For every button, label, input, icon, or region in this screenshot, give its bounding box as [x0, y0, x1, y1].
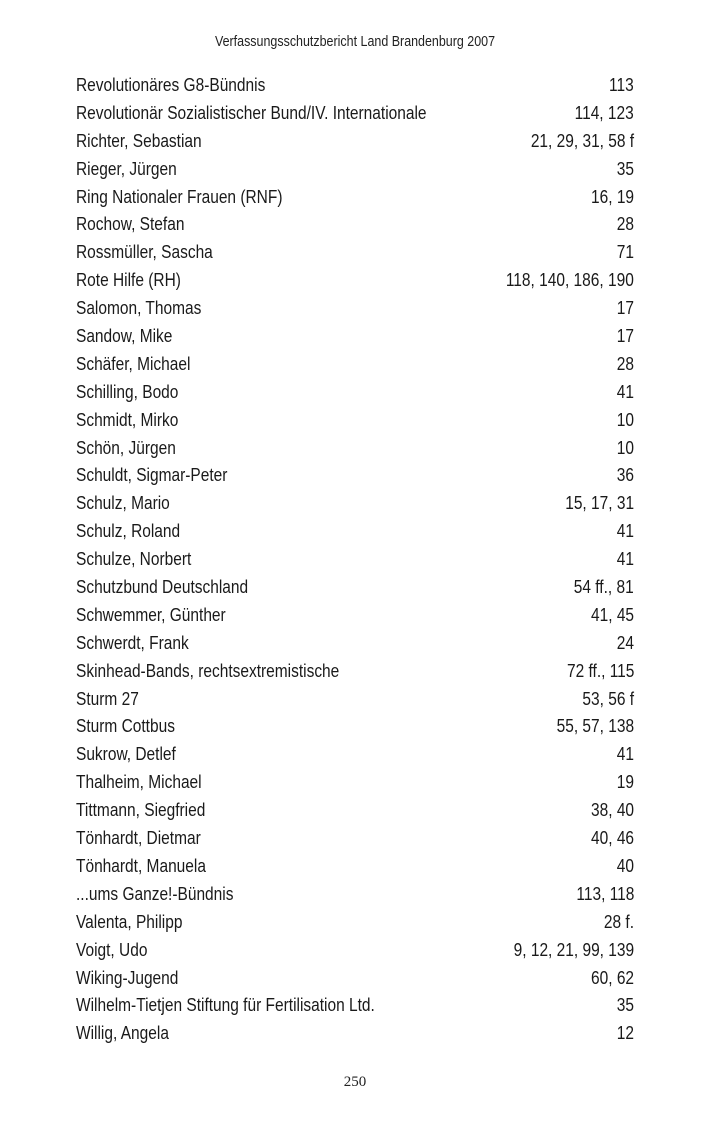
index-term: Schwemmer, Günther: [76, 604, 226, 625]
index-term: Schulze, Norbert: [76, 549, 192, 570]
index-entry: [76, 379, 634, 407]
index-pages: 53, 56 f: [582, 688, 634, 709]
index-pages: 55, 57, 138: [556, 716, 634, 737]
index-term: Revolutionäres G8-Bündnis: [76, 75, 266, 95]
index-term: Wiking-Jugend: [76, 967, 179, 988]
index-pages: 10: [616, 437, 634, 458]
index-entry: [76, 825, 634, 853]
index-pages: 35: [616, 995, 634, 1016]
index-term: Sandow, Mike: [76, 326, 173, 347]
index-entry: [76, 992, 634, 1020]
index-pages: 28: [616, 353, 634, 374]
index-entry: [76, 128, 634, 156]
index-pages: 60, 62: [590, 967, 634, 988]
index-entry: [76, 686, 634, 714]
index-pages: 10: [616, 409, 634, 430]
index-term: Schäfer, Michael: [76, 353, 191, 374]
index-term: Schilling, Bodo: [76, 381, 179, 402]
index-pages: 35: [616, 158, 634, 179]
index-term: Schwerdt, Frank: [76, 632, 189, 653]
index-term: Rieger, Jürgen: [76, 158, 177, 179]
index-entry: [76, 658, 634, 686]
index-term: Sturm Cottbus: [76, 716, 175, 737]
index-pages: 19: [616, 772, 634, 793]
index-entry: [76, 741, 634, 769]
index-entry: [76, 965, 634, 993]
index-entry: [76, 853, 634, 881]
index-pages: 17: [616, 298, 634, 319]
index-entry: [76, 407, 634, 435]
index-entry: [76, 937, 634, 965]
index-term: Schutzbund Deutschland: [76, 577, 249, 598]
index-pages: 41, 45: [590, 604, 634, 625]
index-term: Schmidt, Mirko: [76, 409, 179, 430]
index-pages: 41: [616, 744, 634, 765]
index-term: Valenta, Philipp: [76, 911, 183, 932]
index-pages: 54 ff., 81: [574, 577, 634, 598]
index-pages: 40, 46: [590, 828, 634, 849]
index-term: Sturm 27: [76, 688, 139, 709]
index-entry: [76, 546, 634, 574]
index-term: Sukrow, Detlef: [76, 744, 176, 765]
index-pages: 71: [616, 242, 634, 263]
index-pages: 28: [616, 214, 634, 235]
index-pages: 118, 140, 186, 190: [506, 270, 634, 291]
index-term: Salomon, Thomas: [76, 298, 202, 319]
index-pages: 72 ff., 115: [566, 660, 634, 681]
index-entry: [76, 295, 634, 323]
index-entry: [76, 797, 634, 825]
index-term: Tittmann, Siegfried: [76, 800, 206, 821]
index-entry: [76, 323, 634, 351]
index-pages: 36: [616, 465, 634, 486]
index-pages: 41: [616, 521, 634, 542]
index-entry: [76, 267, 634, 295]
index-pages: 113, 118: [576, 883, 634, 904]
index-entry: [76, 574, 634, 602]
index-entry: [76, 490, 634, 518]
index-list: [76, 72, 634, 1048]
index-entry: [76, 1020, 634, 1048]
index-pages: 24: [616, 632, 634, 653]
index-term: Rossmüller, Sascha: [76, 242, 213, 263]
index-term: Wilhelm-Tietjen Stiftung für Fertilisation Ltd.: [76, 995, 375, 1016]
index-entry: [76, 72, 634, 100]
index-entry: [76, 435, 634, 463]
index-entry: [76, 239, 634, 267]
index-pages: 16, 19: [590, 186, 634, 207]
index-term: Schulz, Roland: [76, 521, 181, 542]
index-term: Voigt, Udo: [76, 939, 148, 960]
index-term: Ring Nationaler Frauen (RNF): [76, 186, 283, 207]
page-number: 250: [343, 1074, 367, 1090]
index-entry: [76, 184, 634, 212]
index-term: Thalheim, Michael: [76, 772, 202, 793]
index-entry: [76, 211, 634, 239]
index-term: Tönhardt, Dietmar: [76, 828, 201, 849]
index-entry: [76, 351, 634, 379]
index-entry: [76, 602, 634, 630]
index-term: Schuldt, Sigmar-Peter: [76, 465, 228, 486]
index-pages: 114, 123: [574, 102, 634, 123]
index-pages: 28 f.: [603, 911, 634, 932]
index-pages: 38, 40: [590, 800, 634, 821]
index-entry: [76, 909, 634, 937]
index-term: Revolutionär Sozialistischer Bund/IV. Internationale: [76, 102, 427, 123]
index-term: Schulz, Mario: [76, 493, 170, 514]
index-term: Richter, Sebastian: [76, 130, 202, 151]
index-entry: [76, 156, 634, 184]
index-entry: [76, 518, 634, 546]
index-pages: 21, 29, 31, 58 f: [530, 130, 634, 151]
index-term: Skinhead-Bands, rechtsextremistische: [76, 660, 340, 681]
index-term: Schön, Jürgen: [76, 437, 176, 458]
index-pages: 17: [616, 326, 634, 347]
index-term: Tönhardt, Manuela: [76, 855, 206, 876]
index-pages: 41: [616, 549, 634, 570]
index-term: ...ums Ganze!-Bündnis: [76, 883, 234, 904]
index-term: Rote Hilfe (RH): [76, 270, 181, 291]
index-pages: 41: [616, 381, 634, 402]
index-pages: 113: [609, 75, 634, 95]
index-entry: [76, 462, 634, 490]
index-pages: 40: [616, 855, 634, 876]
index-pages: 12: [616, 1023, 634, 1044]
index-entry: [76, 630, 634, 658]
index-entry: [76, 769, 634, 797]
index-entry: [76, 100, 634, 128]
index-pages: 15, 17, 31: [565, 493, 634, 514]
index-term: Rochow, Stefan: [76, 214, 185, 235]
index-entry: [76, 881, 634, 909]
running-header: Verfassungsschutzbericht Land Brandenburg 2007: [214, 34, 496, 50]
index-entry: [76, 713, 634, 741]
index-term: Willig, Angela: [76, 1023, 169, 1044]
index-pages: 9, 12, 21, 99, 139: [513, 939, 634, 960]
